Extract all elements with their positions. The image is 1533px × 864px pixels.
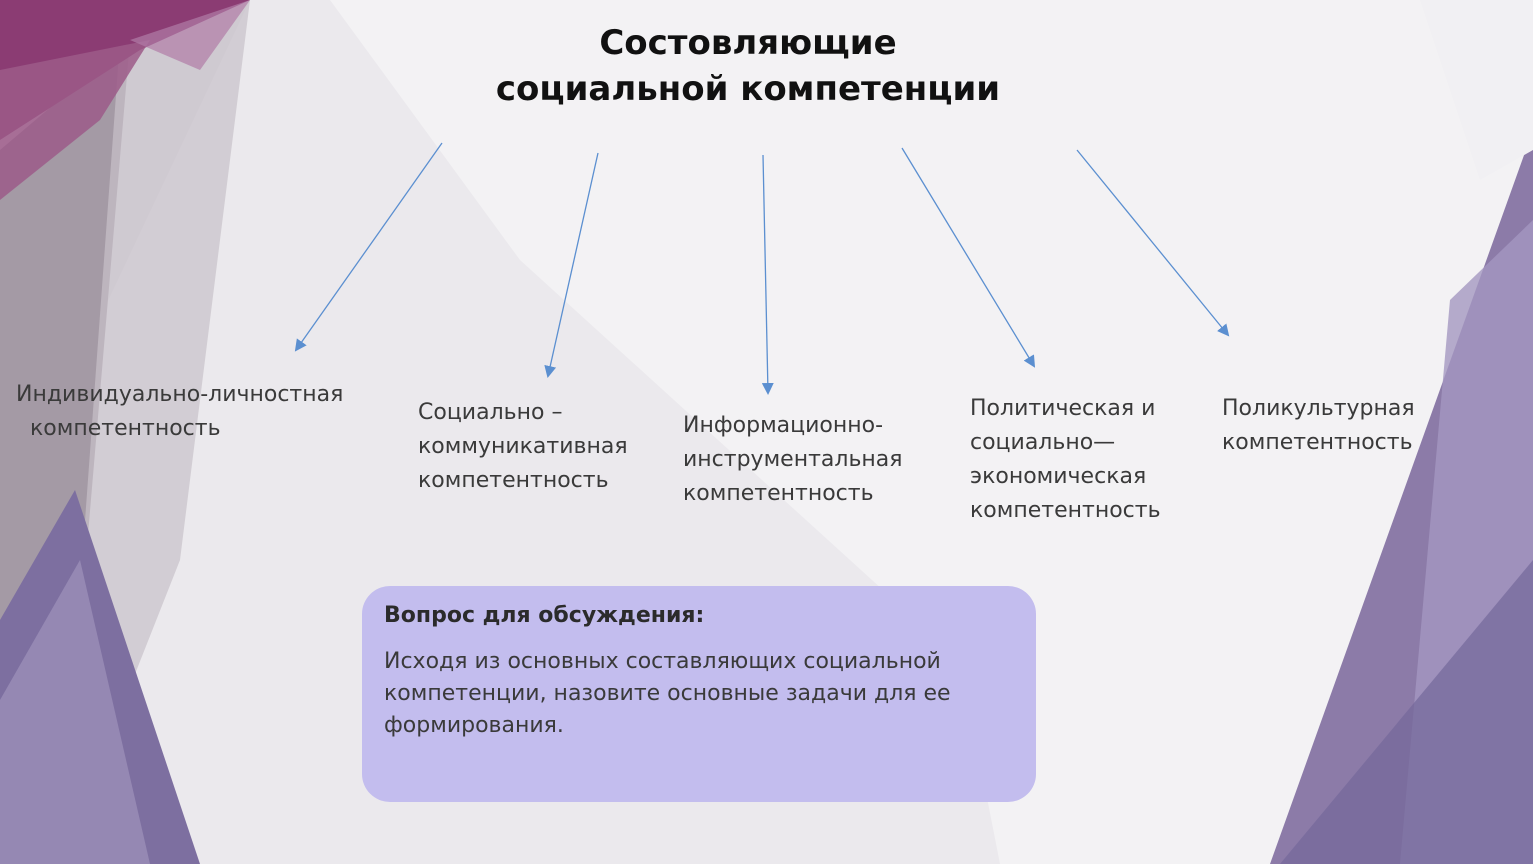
- discussion-line: компетенции, назовите основные задачи для ее: [384, 681, 951, 706]
- component-label-line: компетентность: [30, 416, 221, 441]
- component-social-communicative: [418, 396, 628, 498]
- component-label-line: Индивидуально-личностная: [16, 382, 344, 407]
- component-multicultural: [1222, 392, 1415, 460]
- component-individual-personal: [16, 378, 343, 446]
- discussion-line: формирования.: [384, 713, 564, 738]
- component-label-line: социально—: [970, 430, 1116, 455]
- discussion-line: Исходя из основных составляющих социальной: [384, 649, 941, 674]
- component-label-line: компетентность: [970, 498, 1161, 523]
- arrow-to-information-instrumental: [763, 155, 768, 393]
- arrow-to-political-economic: [902, 148, 1034, 366]
- component-label-line: инструментальная: [683, 447, 903, 472]
- discussion-heading: Вопрос для обсуждения:: [384, 603, 705, 628]
- component-label-line: Информационно-: [683, 413, 884, 438]
- arrow-to-multicultural: [1077, 150, 1228, 335]
- title-line-1: Состовляющие: [599, 23, 897, 63]
- component-label-line: коммуникативная: [418, 434, 628, 459]
- component-label-line: Политическая и: [970, 396, 1156, 421]
- discussion-text: [384, 646, 1014, 742]
- component-information-instrumental: [683, 409, 903, 511]
- title-line-2: социальной компетенции: [495, 69, 1001, 109]
- component-label-line: Поликультурная: [1222, 396, 1415, 421]
- component-label-line: Социально –: [418, 400, 563, 425]
- arrow-to-social-communicative: [548, 153, 598, 376]
- component-label-line: компетентность: [683, 481, 874, 506]
- arrow-to-individual: [296, 143, 442, 350]
- component-label-line: экономическая: [970, 464, 1147, 489]
- discussion-question-box: [362, 586, 1036, 802]
- diagram-title: [398, 20, 1098, 112]
- component-label-line: компетентность: [418, 468, 609, 493]
- component-political-socio-economic: [970, 392, 1161, 528]
- component-label-line: компетентность: [1222, 430, 1413, 455]
